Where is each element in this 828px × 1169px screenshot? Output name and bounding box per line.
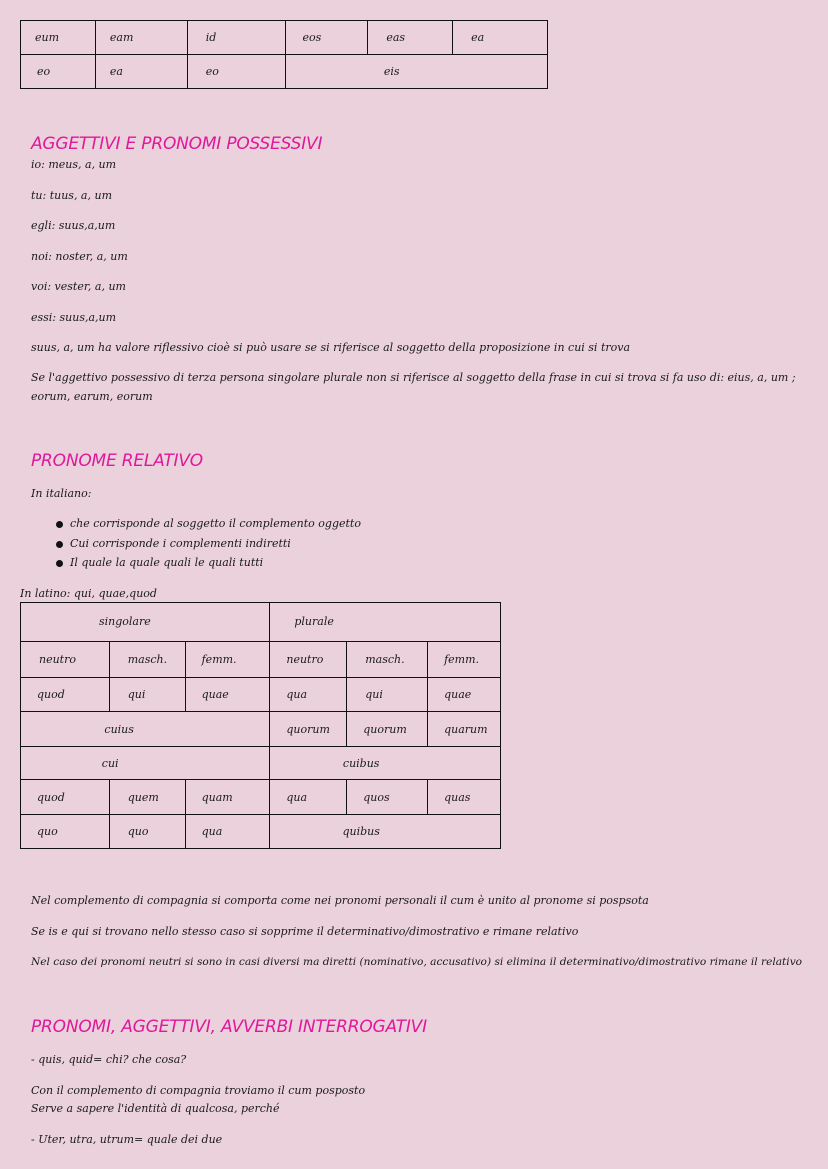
interrogativi-line: - quis, quid= chi? che cosa? (31, 1053, 187, 1066)
possessive-line: io: meus, a, um (31, 158, 117, 171)
table-cell: qua (270, 678, 347, 712)
bullet-text: Cui corrisponde i complementi indiretti (70, 536, 291, 550)
table-cell: eum (21, 21, 96, 55)
table-cell: qua (185, 815, 270, 849)
table-cell: quarum (428, 712, 501, 747)
list-item (56, 553, 361, 573)
table-cell: quas (428, 780, 501, 815)
table-cell: quod (21, 780, 110, 815)
section-heading-possessivi: AGGETTIVI E PRONOMI POSSESSIVI (31, 134, 323, 154)
table-cell: ea (453, 21, 548, 55)
table-cell: eis (286, 55, 548, 89)
relativo-intro: In italiano: (31, 487, 92, 500)
table-cell: quam (185, 780, 270, 815)
table-cell: cuius (21, 712, 270, 747)
table-cell: id (187, 21, 286, 55)
table-cell: neutro (21, 642, 110, 678)
table-cell: quem (109, 780, 185, 815)
bullet-icon (56, 560, 63, 567)
bullet-text: Il quale la quale quali le quali tutti (70, 556, 264, 569)
relativo-note: Nel caso dei pronomi neutri si sono in casi diversi ma diretti (nominativo, accusativo) si elimina il determinativo/dimostrativo rimane il relativo (31, 956, 803, 968)
table-header-plurale: plurale (270, 603, 501, 642)
top-declension-table (20, 20, 548, 89)
table-cell: quae (185, 678, 270, 712)
table-cell: ea (95, 55, 187, 89)
table-cell: quibus (270, 815, 501, 849)
table-cell: eos (286, 21, 368, 55)
table-cell: quos (347, 780, 428, 815)
table-cell: cuibus (270, 747, 501, 780)
bullet-text: che corrisponde al soggetto il complemento oggetto (70, 517, 361, 530)
possessive-line: noi: noster, a, um (31, 250, 128, 263)
relativo-bullet-list (56, 514, 361, 573)
table-cell: quo (21, 815, 110, 849)
table-cell: quo (109, 815, 185, 849)
list-item (56, 514, 361, 534)
bullet-icon (56, 541, 63, 548)
possessive-note: Se l'aggettivo possessivo di terza persona singolare plurale non si riferisce al soggetto della frase in cui si trova si fa uso di: eius, a, um ; eorum, earum, eorum (31, 371, 796, 403)
bullet-icon (56, 521, 63, 528)
latin-label: In latino: qui, quae,quod (20, 587, 157, 600)
possessive-note: suus, a, um ha valore riflessivo cioè si può usare se si riferisce al soggetto della proposizione in cui si trova (31, 341, 631, 354)
table-cell: eo (21, 55, 96, 89)
table-cell: quorum (347, 712, 428, 747)
table-cell: eam (95, 21, 187, 55)
table-cell: eo (187, 55, 286, 89)
section-heading-relativo: PRONOME RELATIVO (31, 451, 203, 471)
table-cell: qui (109, 678, 185, 712)
interrogativi-line: Con il complemento di compagnia troviamo il cum posposto (31, 1084, 366, 1097)
table-cell: quod (21, 678, 110, 712)
table-cell: neutro (270, 642, 347, 678)
possessive-line: essi: suus,a,um (31, 311, 117, 324)
table-cell: femm. (428, 642, 501, 678)
interrogativi-line: Serve a sapere l'identità di qualcosa, perché (31, 1102, 280, 1115)
table-cell: femm. (185, 642, 270, 678)
relativo-note: Se is e qui si trovano nello stesso caso si sopprime il determinativo/dimostrativo e rimane relativo (31, 925, 579, 938)
table-cell: eas (368, 21, 453, 55)
table-cell: quorum (270, 712, 347, 747)
relative-pronoun-table (20, 602, 501, 849)
table-header-singolare: singolare (21, 603, 270, 642)
possessive-line: egli: suus,a,um (31, 219, 116, 232)
relativo-note: Nel complemento di compagnia si comporta come nei pronomi personali il cum è unito al pronome si pospsota (31, 894, 649, 907)
table-cell: quae (428, 678, 501, 712)
table-cell: masch. (109, 642, 185, 678)
possessive-line: voi: vester, a, um (31, 280, 126, 293)
table-cell: qua (270, 780, 347, 815)
section-heading-interrogativi: PRONOMI, AGGETTIVI, AVVERBI INTERROGATIVI (31, 1017, 427, 1037)
interrogativi-line: - Uter, utra, utrum= quale dei due (31, 1133, 223, 1146)
table-cell: masch. (347, 642, 428, 678)
table-cell: qui (347, 678, 428, 712)
list-item (56, 534, 361, 554)
possessive-line: tu: tuus, a, um (31, 189, 113, 202)
table-cell: cui (21, 747, 270, 780)
